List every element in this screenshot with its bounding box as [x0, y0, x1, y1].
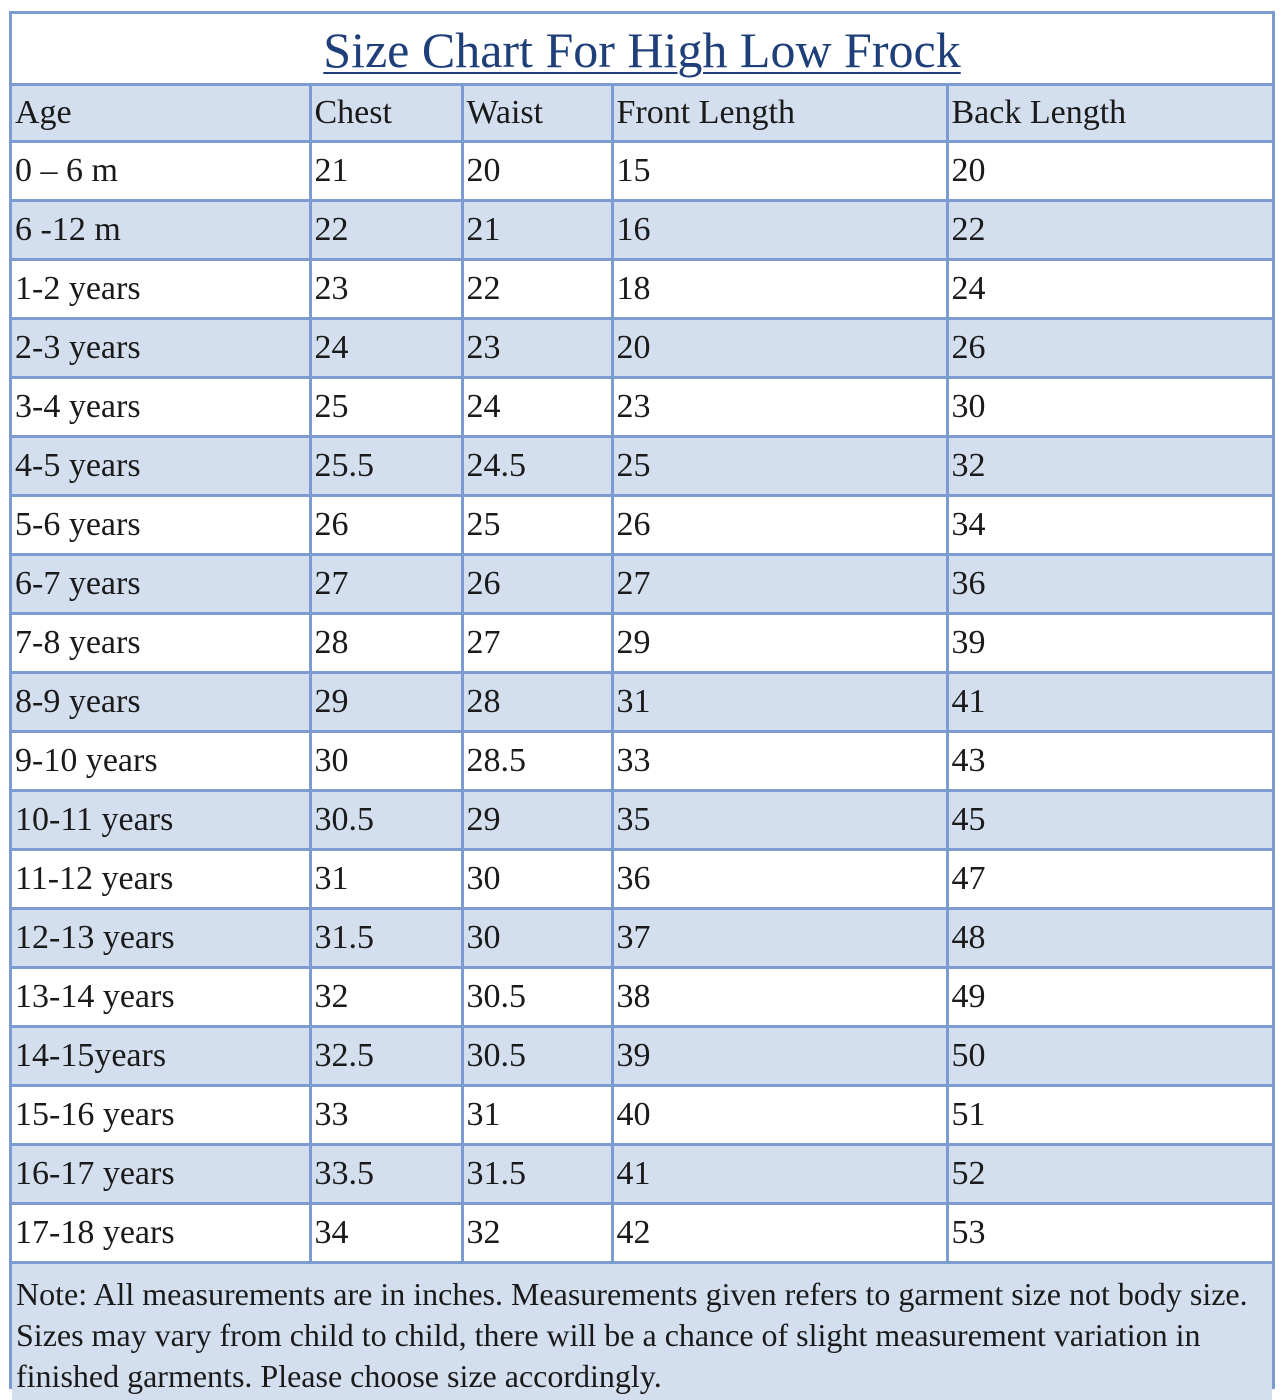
chest-cell: 32	[310, 967, 462, 1026]
chest-cell: 30.5	[310, 790, 462, 849]
age-cell: 7-8 years	[12, 613, 310, 672]
back-length-cell: 34	[947, 495, 1272, 554]
waist-cell: 20	[462, 141, 612, 200]
table-row	[12, 141, 1272, 200]
back-length-cell: 45	[947, 790, 1272, 849]
front-length-cell: 37	[612, 908, 947, 967]
note: Note: All measurements are in inches. Measurements given refers to garment size not body size. Sizes may vary from child to child, there will be a chance of slight measurement variation in finished garments. Please choose size accordingly.	[12, 1264, 1272, 1400]
waist-cell: 30	[462, 908, 612, 967]
waist-cell: 23	[462, 318, 612, 377]
table-row	[12, 1026, 1272, 1085]
front-length-cell: 35	[612, 790, 947, 849]
front-length-cell: 38	[612, 967, 947, 1026]
age-cell: 12-13 years	[12, 908, 310, 967]
front-length-cell: 16	[612, 200, 947, 259]
front-length-cell: 33	[612, 731, 947, 790]
front-length-cell: 18	[612, 259, 947, 318]
back-length-cell: 52	[947, 1144, 1272, 1203]
front-length-cell: 20	[612, 318, 947, 377]
title-row	[12, 14, 1272, 86]
chest-cell: 23	[310, 259, 462, 318]
page-title: Size Chart For High Low Frock	[323, 21, 961, 78]
table-row	[12, 1203, 1272, 1262]
age-cell: 14-15years	[12, 1026, 310, 1085]
front-length-cell: 25	[612, 436, 947, 495]
age-cell: 5-6 years	[12, 495, 310, 554]
chest-cell: 26	[310, 495, 462, 554]
table-row	[12, 318, 1272, 377]
waist-cell: 21	[462, 200, 612, 259]
front-length-cell: 42	[612, 1203, 947, 1262]
waist-cell: 30.5	[462, 967, 612, 1026]
chest-cell: 34	[310, 1203, 462, 1262]
back-length-cell: 53	[947, 1203, 1272, 1262]
chest-cell: 30	[310, 731, 462, 790]
back-length-cell: 22	[947, 200, 1272, 259]
waist-cell: 25	[462, 495, 612, 554]
back-length-cell: 43	[947, 731, 1272, 790]
waist-cell: 24.5	[462, 436, 612, 495]
chest-cell: 21	[310, 141, 462, 200]
waist-cell: 26	[462, 554, 612, 613]
waist-cell: 22	[462, 259, 612, 318]
waist-cell: 27	[462, 613, 612, 672]
back-length-cell: 32	[947, 436, 1272, 495]
back-length-cell: 50	[947, 1026, 1272, 1085]
table-row	[12, 495, 1272, 554]
front-length-cell: 29	[612, 613, 947, 672]
back-length-cell: 26	[947, 318, 1272, 377]
header-chest: Chest	[310, 86, 462, 141]
header-age: Age	[12, 86, 310, 141]
back-length-cell: 36	[947, 554, 1272, 613]
age-cell: 1-2 years	[12, 259, 310, 318]
chest-cell: 29	[310, 672, 462, 731]
back-length-cell: 51	[947, 1085, 1272, 1144]
size-table	[12, 86, 1272, 1264]
header-back-length: Back Length	[947, 86, 1272, 141]
front-length-cell: 31	[612, 672, 947, 731]
table-row	[12, 377, 1272, 436]
waist-cell: 28	[462, 672, 612, 731]
age-cell: 8-9 years	[12, 672, 310, 731]
size-chart	[9, 11, 1275, 1394]
age-cell: 3-4 years	[12, 377, 310, 436]
table-row	[12, 908, 1272, 967]
table-row	[12, 613, 1272, 672]
header-row	[12, 86, 1272, 141]
table-row	[12, 672, 1272, 731]
table-row	[12, 200, 1272, 259]
chest-cell: 22	[310, 200, 462, 259]
age-cell: 11-12 years	[12, 849, 310, 908]
table-row	[12, 849, 1272, 908]
back-length-cell: 39	[947, 613, 1272, 672]
front-length-cell: 40	[612, 1085, 947, 1144]
front-length-cell: 23	[612, 377, 947, 436]
chest-cell: 32.5	[310, 1026, 462, 1085]
chest-cell: 33.5	[310, 1144, 462, 1203]
front-length-cell: 15	[612, 141, 947, 200]
chest-cell: 31	[310, 849, 462, 908]
age-cell: 13-14 years	[12, 967, 310, 1026]
table-row	[12, 731, 1272, 790]
front-length-cell: 27	[612, 554, 947, 613]
table-row	[12, 790, 1272, 849]
age-cell: 15-16 years	[12, 1085, 310, 1144]
age-cell: 10-11 years	[12, 790, 310, 849]
waist-cell: 32	[462, 1203, 612, 1262]
chest-cell: 24	[310, 318, 462, 377]
waist-cell: 30	[462, 849, 612, 908]
table-row	[12, 1144, 1272, 1203]
back-length-cell: 24	[947, 259, 1272, 318]
chest-cell: 33	[310, 1085, 462, 1144]
back-length-cell: 47	[947, 849, 1272, 908]
waist-cell: 28.5	[462, 731, 612, 790]
back-length-cell: 30	[947, 377, 1272, 436]
chest-cell: 28	[310, 613, 462, 672]
header-waist: Waist	[462, 86, 612, 141]
front-length-cell: 39	[612, 1026, 947, 1085]
front-length-cell: 36	[612, 849, 947, 908]
chest-cell: 31.5	[310, 908, 462, 967]
age-cell: 0 – 6 m	[12, 141, 310, 200]
age-cell: 6-7 years	[12, 554, 310, 613]
table-row	[12, 967, 1272, 1026]
front-length-cell: 26	[612, 495, 947, 554]
chest-cell: 27	[310, 554, 462, 613]
back-length-cell: 49	[947, 967, 1272, 1026]
age-cell: 9-10 years	[12, 731, 310, 790]
header-front-length: Front Length	[612, 86, 947, 141]
back-length-cell: 41	[947, 672, 1272, 731]
front-length-cell: 41	[612, 1144, 947, 1203]
table-row	[12, 259, 1272, 318]
waist-cell: 30.5	[462, 1026, 612, 1085]
waist-cell: 29	[462, 790, 612, 849]
table-row	[12, 1085, 1272, 1144]
chest-cell: 25.5	[310, 436, 462, 495]
table-row	[12, 554, 1272, 613]
back-length-cell: 48	[947, 908, 1272, 967]
age-cell: 16-17 years	[12, 1144, 310, 1203]
age-cell: 2-3 years	[12, 318, 310, 377]
waist-cell: 31.5	[462, 1144, 612, 1203]
waist-cell: 31	[462, 1085, 612, 1144]
table-row	[12, 436, 1272, 495]
age-cell: 17-18 years	[12, 1203, 310, 1262]
waist-cell: 24	[462, 377, 612, 436]
back-length-cell: 20	[947, 141, 1272, 200]
age-cell: 4-5 years	[12, 436, 310, 495]
chest-cell: 25	[310, 377, 462, 436]
age-cell: 6 -12 m	[12, 200, 310, 259]
